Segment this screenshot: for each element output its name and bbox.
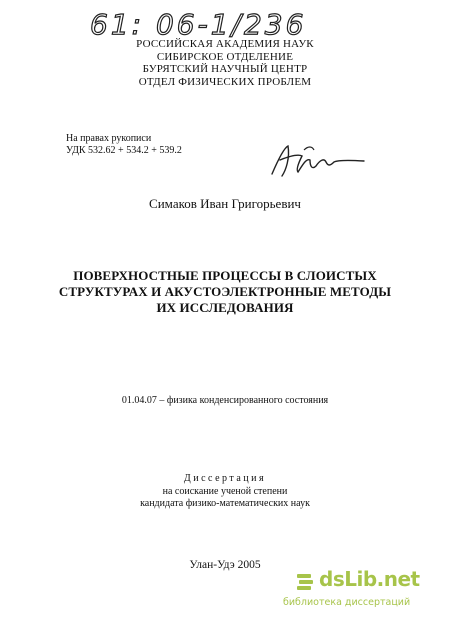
specialty-code: 01.04.07 – физика конденсированного состояния	[121, 395, 329, 406]
organization-header	[0, 38, 450, 88]
dissertation-label: Диссертация	[183, 473, 267, 484]
title-line: СТРУКТУРАХ И АКУСТОЭЛЕКТРОННЫЕ МЕТОДЫ	[58, 284, 392, 299]
dissertation-title	[0, 268, 450, 316]
city-year: Улан-Удэ 2005	[189, 559, 261, 571]
organization-line: СИБИРСКОЕ ОТДЕЛЕНИЕ	[156, 50, 294, 63]
handwritten-number-text: 61: 06-1/236	[90, 8, 307, 40]
author-signature	[268, 140, 368, 180]
watermark-subtitle: библиотека диссертаций	[283, 597, 411, 608]
degree-line: на соискание ученой степени	[162, 485, 288, 497]
watermark-brand: dsLib.net	[319, 567, 420, 591]
manuscript-rights-block	[66, 133, 182, 157]
title-line: ИХ ИССЛЕДОВАНИЯ	[156, 300, 294, 315]
degree-line: кандидата физико-математических наук	[140, 498, 310, 509]
udc-code: УДК 532.62 + 534.2 + 539.2	[66, 145, 182, 156]
title-line: ПОВЕРХНОСТНЫЕ ПРОЦЕССЫ В СЛОИСТЫХ	[73, 268, 377, 283]
book-stack-icon	[295, 571, 317, 593]
organization-line: РОССИЙСКАЯ АКАДЕМИЯ НАУК	[136, 38, 314, 50]
degree-info	[0, 473, 450, 511]
organization-line: ОТДЕЛ ФИЗИЧЕСКИХ ПРОБЛЕМ	[138, 75, 312, 88]
rights-note: На правах рукописи	[66, 133, 152, 144]
organization-line: БУРЯТСКИЙ НАУЧНЫЙ ЦЕНТР	[142, 63, 308, 75]
dslib-watermark	[283, 567, 448, 617]
handwritten-catalog-number	[90, 6, 390, 40]
author-name: Симаков Иван Григорьевич	[149, 196, 301, 211]
